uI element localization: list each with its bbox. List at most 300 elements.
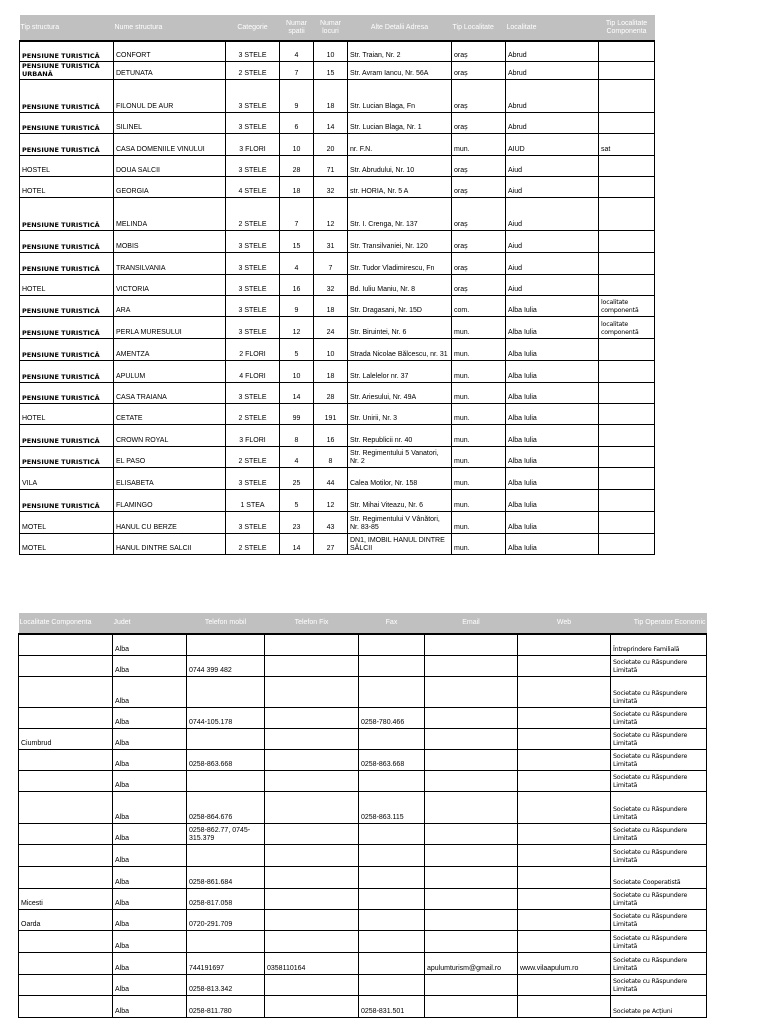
column-header: Tip structura	[20, 15, 114, 41]
table-cell: 3 STELE	[226, 295, 280, 316]
table-cell: oraș	[452, 274, 506, 295]
table-cell	[265, 749, 359, 770]
table-cell: Str. Lucian Blaga, Nr. 1	[348, 112, 452, 133]
table-row	[20, 133, 655, 155]
table-cell: CASA TRAIANA	[114, 382, 226, 403]
table-cell	[265, 974, 359, 995]
table-cell: Alba	[113, 844, 187, 866]
table-cell: Societate cu Răspundere Limitată	[611, 791, 707, 823]
table-cell	[425, 676, 518, 707]
table-row	[20, 533, 655, 554]
table-row	[20, 446, 655, 467]
table-cell	[19, 791, 113, 823]
table-cell: sat	[599, 133, 655, 155]
table-cell	[518, 770, 611, 791]
table-cell: Str. Biruintei, Nr. 6	[348, 316, 452, 338]
table-cell: 3 STELE	[226, 41, 280, 61]
table-cell	[359, 770, 425, 791]
table-cell: Str. Dragasani, Nr. 15D	[348, 295, 452, 316]
table-cell	[19, 655, 113, 676]
table-cell: Alba	[113, 791, 187, 823]
table-cell: mun.	[452, 424, 506, 446]
table-cell	[187, 676, 265, 707]
table-row	[20, 424, 655, 446]
table-cell	[518, 791, 611, 823]
table-cell: 0258-863.668	[359, 749, 425, 770]
table-cell: Societate cu Răspundere Limitată	[611, 770, 707, 791]
table-cell: 0358110164	[265, 952, 359, 974]
table-cell	[187, 770, 265, 791]
table-cell	[425, 823, 518, 844]
table-cell	[265, 823, 359, 844]
table-cell	[599, 467, 655, 489]
table-cell: Str. Avram Iancu, Nr. 56A	[348, 61, 452, 79]
table-row	[20, 41, 655, 61]
table-cell: Alba Iulia	[506, 424, 599, 446]
table-row	[20, 252, 655, 274]
table-cell: 16	[280, 274, 314, 295]
table-cell	[19, 634, 113, 655]
table-cell: 3 STELE	[226, 252, 280, 274]
table-cell	[599, 338, 655, 360]
table-cell: Alba	[113, 866, 187, 888]
table-cell: 7	[314, 252, 348, 274]
table-row	[19, 952, 707, 974]
table-cell: DN1, IMOBIL HANUL DINTRE SĂLCII	[348, 533, 452, 554]
table-cell: PENSIUNE TURISTICĂ	[20, 424, 114, 446]
table-cell	[518, 749, 611, 770]
table-cell: oraș	[452, 61, 506, 79]
table-cell	[19, 823, 113, 844]
table-cell: APULUM	[114, 360, 226, 382]
table-cell: 18	[280, 176, 314, 197]
table-cell	[518, 974, 611, 995]
table-cell: Str. Unirii, Nr. 3	[348, 403, 452, 424]
accommodation-table	[19, 15, 655, 555]
table-cell: HOTEL	[20, 403, 114, 424]
table-cell: HOTEL	[20, 274, 114, 295]
table-cell	[518, 728, 611, 749]
table-cell: mun.	[452, 338, 506, 360]
table-cell	[425, 655, 518, 676]
table-cell: Str. Traian, Nr. 2	[348, 41, 452, 61]
column-header: Nume structura	[114, 15, 226, 41]
table-cell	[599, 274, 655, 295]
table-cell	[599, 112, 655, 133]
table-cell: PENSIUNE TURISTICĂ	[20, 252, 114, 274]
table-cell	[265, 791, 359, 823]
table-cell: PENSIUNE TURISTICĂ	[20, 295, 114, 316]
table-cell	[19, 952, 113, 974]
table-row	[19, 930, 707, 952]
table-cell: CASA DOMENIILE VINULUI	[114, 133, 226, 155]
table-cell: 24	[314, 316, 348, 338]
table-cell: SILINEL	[114, 112, 226, 133]
table-cell: localitate componentă	[599, 316, 655, 338]
table-cell	[265, 844, 359, 866]
table-cell: 10	[314, 338, 348, 360]
table-cell	[359, 930, 425, 952]
table-cell	[359, 844, 425, 866]
table-cell: 3 STELE	[226, 467, 280, 489]
table-cell: 0744 399 482	[187, 655, 265, 676]
table-row	[20, 467, 655, 489]
table-cell: 3 STELE	[226, 112, 280, 133]
table-cell: 4	[280, 252, 314, 274]
table-cell: oraș	[452, 112, 506, 133]
table-cell: oraș	[452, 155, 506, 176]
table-cell	[599, 403, 655, 424]
table-cell: Societate cu Răspundere Limitată	[611, 823, 707, 844]
table-cell: 0258-813.342	[187, 974, 265, 995]
table-cell: 0258-862.77, 0745-315.379	[187, 823, 265, 844]
table-row	[20, 155, 655, 176]
table-cell	[19, 770, 113, 791]
table-row	[20, 230, 655, 252]
table-cell: 18	[314, 295, 348, 316]
table-cell: Alba	[113, 676, 187, 707]
table-row	[19, 770, 707, 791]
table-cell: 4 STELE	[226, 176, 280, 197]
table-cell: 4	[280, 446, 314, 467]
table-cell	[599, 61, 655, 79]
table-row	[20, 360, 655, 382]
table-cell	[187, 844, 265, 866]
table-cell	[265, 909, 359, 930]
table-cell: ELISABETA	[114, 467, 226, 489]
table-cell: Aiud	[506, 252, 599, 274]
table-cell: PENSIUNE TURISTICĂ	[20, 360, 114, 382]
table-cell: Alba Iulia	[506, 511, 599, 533]
table-cell: Alba Iulia	[506, 316, 599, 338]
table-cell	[518, 844, 611, 866]
table-cell: localitate componentă	[599, 295, 655, 316]
table-cell	[518, 995, 611, 1017]
table-cell: 0258-864.676	[187, 791, 265, 823]
table-cell: 2 STELE	[226, 61, 280, 79]
table-cell	[19, 930, 113, 952]
table-cell: mun.	[452, 511, 506, 533]
table-cell: 71	[314, 155, 348, 176]
table-row	[20, 489, 655, 511]
table-cell: 7	[280, 61, 314, 79]
table-cell: MOTEL	[20, 511, 114, 533]
table-cell: Alba Iulia	[506, 489, 599, 511]
table-cell: str. HORIA, Nr. 5 A	[348, 176, 452, 197]
table-cell: 3 FLORI	[226, 424, 280, 446]
table-cell: 28	[280, 155, 314, 176]
column-header: Localitate Componenta	[19, 613, 113, 634]
table-cell	[425, 770, 518, 791]
table-cell: mun.	[452, 403, 506, 424]
table-row	[19, 844, 707, 866]
table-cell: HANUL CU BERZE	[114, 511, 226, 533]
table-cell	[359, 676, 425, 707]
table-body	[19, 634, 707, 1017]
table-cell: mun.	[452, 446, 506, 467]
table-cell	[518, 888, 611, 909]
table-row	[19, 634, 707, 655]
table-cell: 15	[280, 230, 314, 252]
table-cell: 744191697	[187, 952, 265, 974]
table-cell: Str. Lalelelor nr. 37	[348, 360, 452, 382]
table-row	[19, 791, 707, 823]
table-cell: 2 STELE	[226, 197, 280, 230]
table-cell: PENSIUNE TURISTICĂ	[20, 197, 114, 230]
table-cell: 3 FLORI	[226, 133, 280, 155]
table-cell	[425, 728, 518, 749]
table-cell: 20	[314, 133, 348, 155]
table-cell: FILONUL DE AUR	[114, 79, 226, 112]
table-cell: Alba	[113, 952, 187, 974]
table-cell: PENSIUNE TURISTICĂ	[20, 133, 114, 155]
table-cell: VICTORIA	[114, 274, 226, 295]
table-cell: Alba	[113, 823, 187, 844]
table-row	[20, 79, 655, 112]
table-cell: Strada Nicolae Bălcescu, nr. 31	[348, 338, 452, 360]
table-cell: oraș	[452, 197, 506, 230]
table-row	[20, 176, 655, 197]
table-cell	[187, 728, 265, 749]
table-cell: Str. Transilvaniei, Nr. 120	[348, 230, 452, 252]
table-cell: Alba	[113, 728, 187, 749]
table-cell	[518, 676, 611, 707]
table-cell: oraș	[452, 79, 506, 112]
table-cell	[518, 655, 611, 676]
table-cell	[599, 360, 655, 382]
table-cell	[359, 655, 425, 676]
table-cell: Str. Mihai Viteazu, Nr. 6	[348, 489, 452, 511]
table-cell: 1 STEA	[226, 489, 280, 511]
table-cell: 32	[314, 176, 348, 197]
table-cell	[359, 952, 425, 974]
table-cell	[425, 888, 518, 909]
column-header: Numar locuri	[314, 15, 348, 41]
table-cell: Aiud	[506, 197, 599, 230]
table-cell: 8	[280, 424, 314, 446]
table-cell: FLAMINGO	[114, 489, 226, 511]
table-cell: 7	[280, 197, 314, 230]
table-cell: mun.	[452, 489, 506, 511]
table-cell: PENSIUNE TURISTICĂ	[20, 41, 114, 61]
table-cell: 5	[280, 338, 314, 360]
table-cell: Str. Abrudului, Nr. 10	[348, 155, 452, 176]
table-cell: Alba	[113, 909, 187, 930]
table-cell: PENSIUNE TURISTICĂ	[20, 338, 114, 360]
column-header: Tip Localitate Componenta	[599, 15, 655, 41]
contact-table	[18, 613, 707, 1018]
table-cell: 25	[280, 467, 314, 489]
table-row	[19, 909, 707, 930]
table-cell: 191	[314, 403, 348, 424]
table-cell: 15	[314, 61, 348, 79]
table-cell	[599, 252, 655, 274]
table-cell	[359, 728, 425, 749]
table-row	[20, 197, 655, 230]
table-cell: Societate cu Răspundere Limitată	[611, 974, 707, 995]
table-cell: Societate cu Răspundere Limitată	[611, 952, 707, 974]
table-cell: PENSIUNE TURISTICĂ	[20, 230, 114, 252]
table-cell	[265, 655, 359, 676]
table-cell	[599, 424, 655, 446]
table-cell: Abrud	[506, 112, 599, 133]
table-cell	[599, 382, 655, 403]
table-cell: 44	[314, 467, 348, 489]
table-cell: Întreprindere Familială	[611, 634, 707, 655]
column-header: Tip Operator Economic	[611, 613, 707, 634]
table-cell: 0744-105.178	[187, 707, 265, 728]
table-cell	[359, 634, 425, 655]
table-row	[20, 61, 655, 79]
table-row	[19, 888, 707, 909]
table-cell	[518, 707, 611, 728]
table-row	[20, 511, 655, 533]
table-cell: PENSIUNE TURISTICĂ	[20, 112, 114, 133]
table-cell	[518, 634, 611, 655]
column-header: Alte Detalii Adresa	[348, 15, 452, 41]
table-cell: AIUD	[506, 133, 599, 155]
table-cell	[599, 511, 655, 533]
table-cell: Alba Iulia	[506, 467, 599, 489]
table-row	[19, 749, 707, 770]
table-cell: Societate cu Răspundere Limitată	[611, 749, 707, 770]
table-cell	[425, 909, 518, 930]
table-cell: Aiud	[506, 230, 599, 252]
table-cell: 23	[280, 511, 314, 533]
table-cell: mun.	[452, 316, 506, 338]
table-row	[19, 974, 707, 995]
table-cell: CONFORT	[114, 41, 226, 61]
table-cell	[359, 823, 425, 844]
table-cell: 9	[280, 295, 314, 316]
table-cell: Alba Iulia	[506, 446, 599, 467]
table-cell: 10	[280, 360, 314, 382]
table-cell: PENSIUNE TURISTICĂ URBANĂ	[20, 61, 114, 79]
table-cell	[359, 974, 425, 995]
table-cell	[425, 866, 518, 888]
table-cell	[425, 749, 518, 770]
table-cell: Alba Iulia	[506, 295, 599, 316]
table-header-row	[19, 613, 707, 634]
table-cell: Str. Ariesului, Nr. 49A	[348, 382, 452, 403]
table-row	[19, 995, 707, 1017]
table-cell: PENSIUNE TURISTICĂ	[20, 489, 114, 511]
table-cell	[19, 707, 113, 728]
table-cell: CROWN ROYAL	[114, 424, 226, 446]
table-cell: 9	[280, 79, 314, 112]
table-cell: 18	[314, 360, 348, 382]
table-cell: 3 STELE	[226, 274, 280, 295]
table-cell: Abrud	[506, 79, 599, 112]
column-header: Localitate	[506, 15, 599, 41]
table-cell: Societate cu Răspundere Limitată	[611, 728, 707, 749]
table-cell: 6	[280, 112, 314, 133]
table-cell: 0258-861.684	[187, 866, 265, 888]
table-cell	[599, 155, 655, 176]
table-cell: 0258-817.058	[187, 888, 265, 909]
table-cell: Societate cu Răspundere Limitată	[611, 844, 707, 866]
table-cell: 0720-291.709	[187, 909, 265, 930]
table-cell: 5	[280, 489, 314, 511]
table-cell: PENSIUNE TURISTICĂ	[20, 316, 114, 338]
table-cell: 3 STELE	[226, 316, 280, 338]
table-cell: 32	[314, 274, 348, 295]
table-cell: 28	[314, 382, 348, 403]
table-cell	[19, 995, 113, 1017]
table-cell	[425, 844, 518, 866]
table-cell: HANUL DINTRE SALCII	[114, 533, 226, 554]
table-cell: Bd. Iuliu Maniu, Nr. 8	[348, 274, 452, 295]
table-cell	[265, 770, 359, 791]
table-cell	[599, 41, 655, 61]
table-cell	[599, 533, 655, 554]
table-cell: 0258-811.780	[187, 995, 265, 1017]
table-cell	[425, 634, 518, 655]
table-cell: 4	[280, 41, 314, 61]
table-cell: 27	[314, 533, 348, 554]
table-row	[19, 728, 707, 749]
table-cell: Societate cu Răspundere Limitată	[611, 655, 707, 676]
table-cell	[518, 823, 611, 844]
table-cell: Societate Cooperatistă	[611, 866, 707, 888]
table-cell	[359, 909, 425, 930]
table-cell	[425, 974, 518, 995]
table-cell: mun.	[452, 533, 506, 554]
table-cell: 4 FLORI	[226, 360, 280, 382]
table-cell: Societate cu Răspundere Limitată	[611, 930, 707, 952]
table-cell: 3 STELE	[226, 79, 280, 112]
table-cell: 2 FLORI	[226, 338, 280, 360]
table-cell: HOTEL	[20, 176, 114, 197]
table-cell: apulumturism@gmail.ro	[425, 952, 518, 974]
table-cell: www.vilaapulum.ro	[518, 952, 611, 974]
table-cell	[518, 930, 611, 952]
table-cell: 2 STELE	[226, 533, 280, 554]
table-cell: GEORGIA	[114, 176, 226, 197]
table-cell: oraș	[452, 41, 506, 61]
table-cell: Societate cu Răspundere Limitată	[611, 888, 707, 909]
table-cell: Alba	[113, 707, 187, 728]
column-header: Judet	[113, 613, 187, 634]
table-cell: 0258-863.115	[359, 791, 425, 823]
table-cell: mun.	[452, 133, 506, 155]
table-cell: 14	[314, 112, 348, 133]
table-header-row	[20, 15, 655, 41]
table-cell: Aiud	[506, 274, 599, 295]
table-cell: DOUA SALCII	[114, 155, 226, 176]
table-cell: Alba Iulia	[506, 533, 599, 554]
table-cell: Ciumbrud	[19, 728, 113, 749]
table-row	[20, 274, 655, 295]
table-cell: Societate cu Răspundere Limitată	[611, 707, 707, 728]
table-cell: mun.	[452, 467, 506, 489]
table-cell: Aiud	[506, 176, 599, 197]
table-cell	[19, 974, 113, 995]
table-cell: Alba Iulia	[506, 360, 599, 382]
table-cell	[599, 446, 655, 467]
table-cell: 12	[280, 316, 314, 338]
table-row	[20, 403, 655, 424]
table-cell: MOBIS	[114, 230, 226, 252]
table-cell: VILA	[20, 467, 114, 489]
table-cell	[19, 749, 113, 770]
table-cell: Alba	[113, 888, 187, 909]
table-cell: Alba	[113, 749, 187, 770]
table-row	[19, 866, 707, 888]
table-cell: mun.	[452, 360, 506, 382]
table-cell: nr. F.N.	[348, 133, 452, 155]
table-cell: 8	[314, 446, 348, 467]
